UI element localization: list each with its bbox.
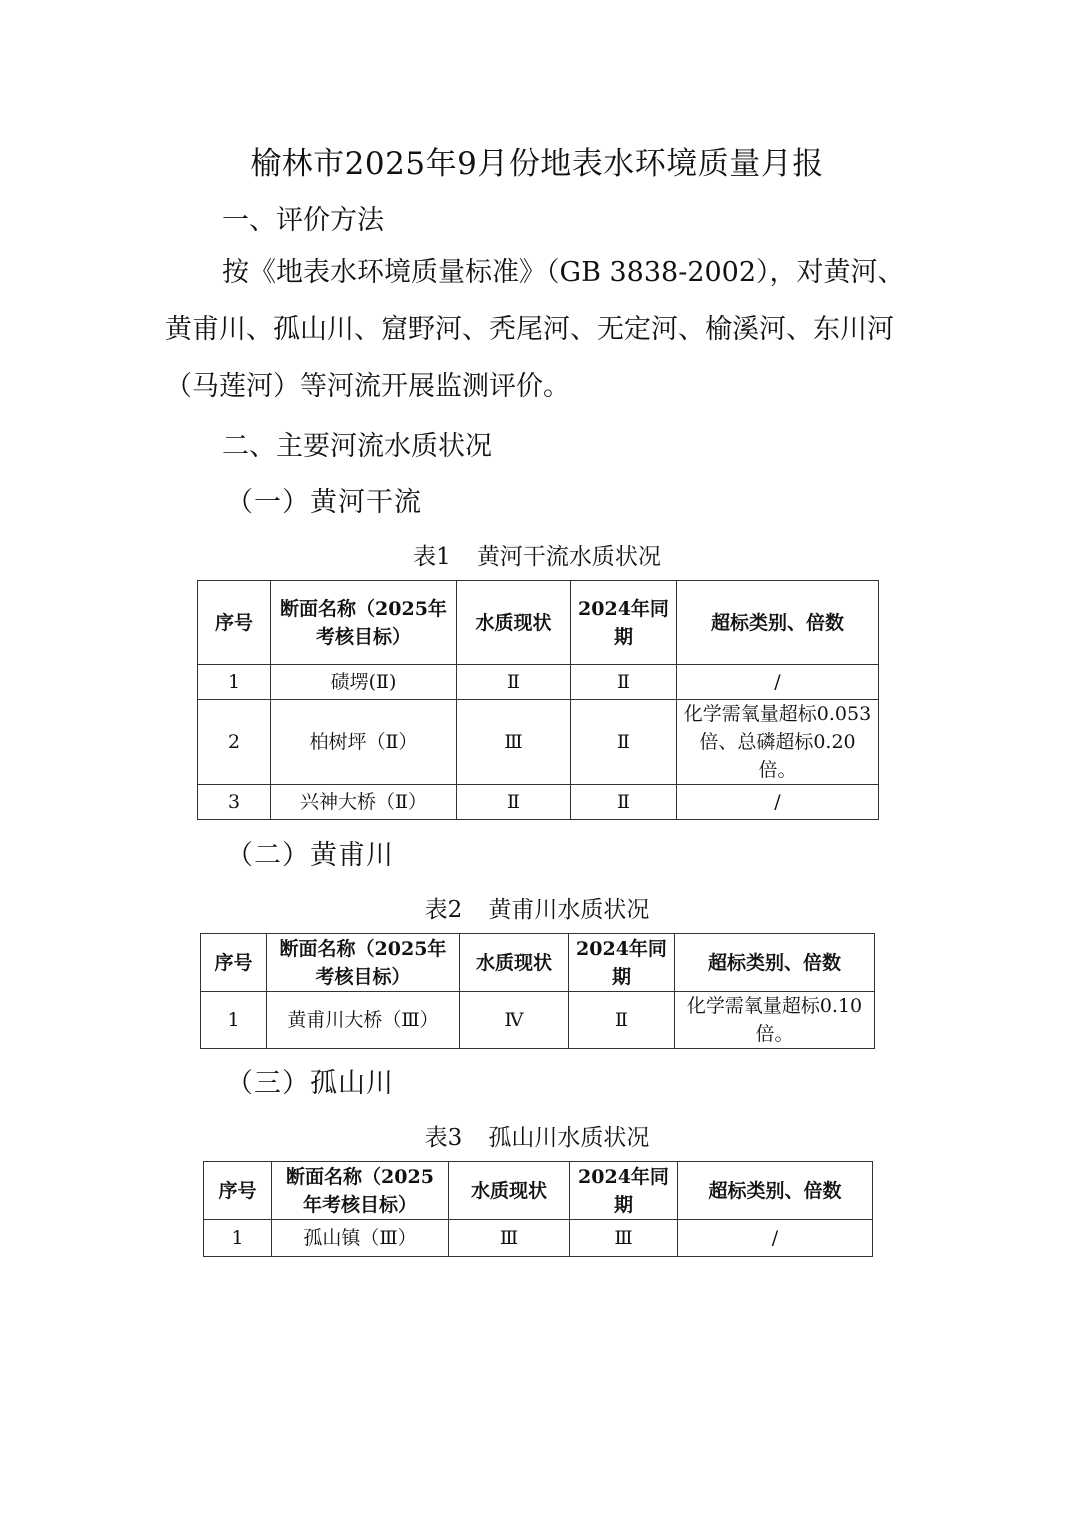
table-header-row — [201, 934, 875, 992]
table-header-row — [204, 1162, 873, 1220]
header-section-name: 断面名称（2025年考核目标） — [267, 934, 460, 992]
table-caption-number: 表3 — [424, 1125, 463, 1151]
cell-seq: 1 — [201, 992, 267, 1049]
table-caption-text: 黄河干流水质状况 — [476, 544, 661, 570]
subsection-heading-yellow-river: （一）黄河干流 — [226, 487, 422, 518]
table-gushan-river — [203, 1161, 873, 1257]
table-row — [204, 1220, 873, 1257]
cell-water-status: Ⅲ — [449, 1220, 570, 1257]
table-caption-number: 表1 — [413, 544, 451, 570]
evaluation-paragraph-text: 按《地表水环境质量标准》（GB 3838-2002），对黄河、黄甫川、孤山川、窟野河、秃尾河、无定河、榆溪河、东川河（马莲河）等河流开展监测评价。 — [165, 257, 905, 402]
cell-exceed: 化学需氧量超标0.053倍、总磷超标0.20倍。 — [677, 700, 879, 785]
table-header-row — [198, 581, 879, 665]
table-caption-1 — [0, 538, 1074, 571]
cell-seq: 3 — [198, 785, 271, 820]
cell-water-status: Ⅲ — [457, 700, 571, 785]
table-row — [198, 785, 879, 820]
header-water-status: 水质现状 — [449, 1162, 570, 1220]
table-caption-text: 黄甫川水质状况 — [488, 897, 650, 923]
header-exceed: 超标类别、倍数 — [675, 934, 875, 992]
cell-exceed: / — [678, 1220, 873, 1257]
header-water-status: 水质现状 — [460, 934, 569, 992]
header-section-name: 断面名称（2025年考核目标） — [271, 581, 457, 665]
section-heading-evaluation-method: 一、评价方法 — [222, 205, 384, 236]
cell-exceed: 化学需氧量超标0.10倍。 — [675, 992, 875, 1049]
table-yellow-river — [197, 580, 879, 820]
table-row — [198, 665, 879, 700]
cell-seq: 1 — [198, 665, 271, 700]
cell-section-name: 兴神大桥（Ⅱ） — [271, 785, 457, 820]
table-caption-3 — [0, 1119, 1074, 1152]
cell-seq: 2 — [198, 700, 271, 785]
header-seq: 序号 — [198, 581, 271, 665]
cell-prev-period: Ⅲ — [570, 1220, 678, 1257]
section-heading-river-quality: 二、主要河流水质状况 — [222, 431, 492, 462]
table-caption-text: 孤山川水质状况 — [488, 1125, 650, 1151]
cell-section-name: 孤山镇（Ⅲ） — [272, 1220, 449, 1257]
page-title: 榆林市2025年9月份地表水环境质量月报 — [250, 146, 824, 182]
cell-exceed: / — [677, 665, 879, 700]
cell-prev-period: Ⅱ — [569, 992, 675, 1049]
header-prev-period: 2024年同期 — [569, 934, 675, 992]
header-seq: 序号 — [204, 1162, 272, 1220]
header-seq: 序号 — [201, 934, 267, 992]
subsection-heading-gushan-river: （三）孤山川 — [226, 1068, 394, 1099]
cell-water-status: Ⅱ — [457, 665, 571, 700]
cell-exceed: / — [677, 785, 879, 820]
cell-section-name: 碛塄(Ⅱ) — [271, 665, 457, 700]
header-water-status: 水质现状 — [457, 581, 571, 665]
cell-prev-period: Ⅱ — [571, 700, 677, 785]
header-exceed: 超标类别、倍数 — [678, 1162, 873, 1220]
header-prev-period: 2024年同期 — [570, 1162, 678, 1220]
subsection-heading-huangfu-river: （二）黄甫川 — [226, 840, 394, 871]
cell-water-status: Ⅱ — [457, 785, 571, 820]
table-caption-number: 表2 — [424, 897, 463, 923]
cell-water-status: Ⅳ — [460, 992, 569, 1049]
cell-prev-period: Ⅱ — [571, 665, 677, 700]
table-caption-2 — [0, 891, 1074, 924]
cell-section-name: 柏树坪（Ⅱ） — [271, 700, 457, 785]
evaluation-paragraph — [165, 244, 925, 415]
cell-section-name: 黄甫川大桥（Ⅲ） — [267, 992, 460, 1049]
cell-seq: 1 — [204, 1220, 272, 1257]
cell-prev-period: Ⅱ — [571, 785, 677, 820]
header-section-name: 断面名称（2025年考核目标） — [272, 1162, 449, 1220]
table-huangfu-river — [200, 933, 875, 1049]
table-row — [201, 992, 875, 1049]
header-exceed: 超标类别、倍数 — [677, 581, 879, 665]
header-prev-period: 2024年同期 — [571, 581, 677, 665]
table-row — [198, 700, 879, 785]
